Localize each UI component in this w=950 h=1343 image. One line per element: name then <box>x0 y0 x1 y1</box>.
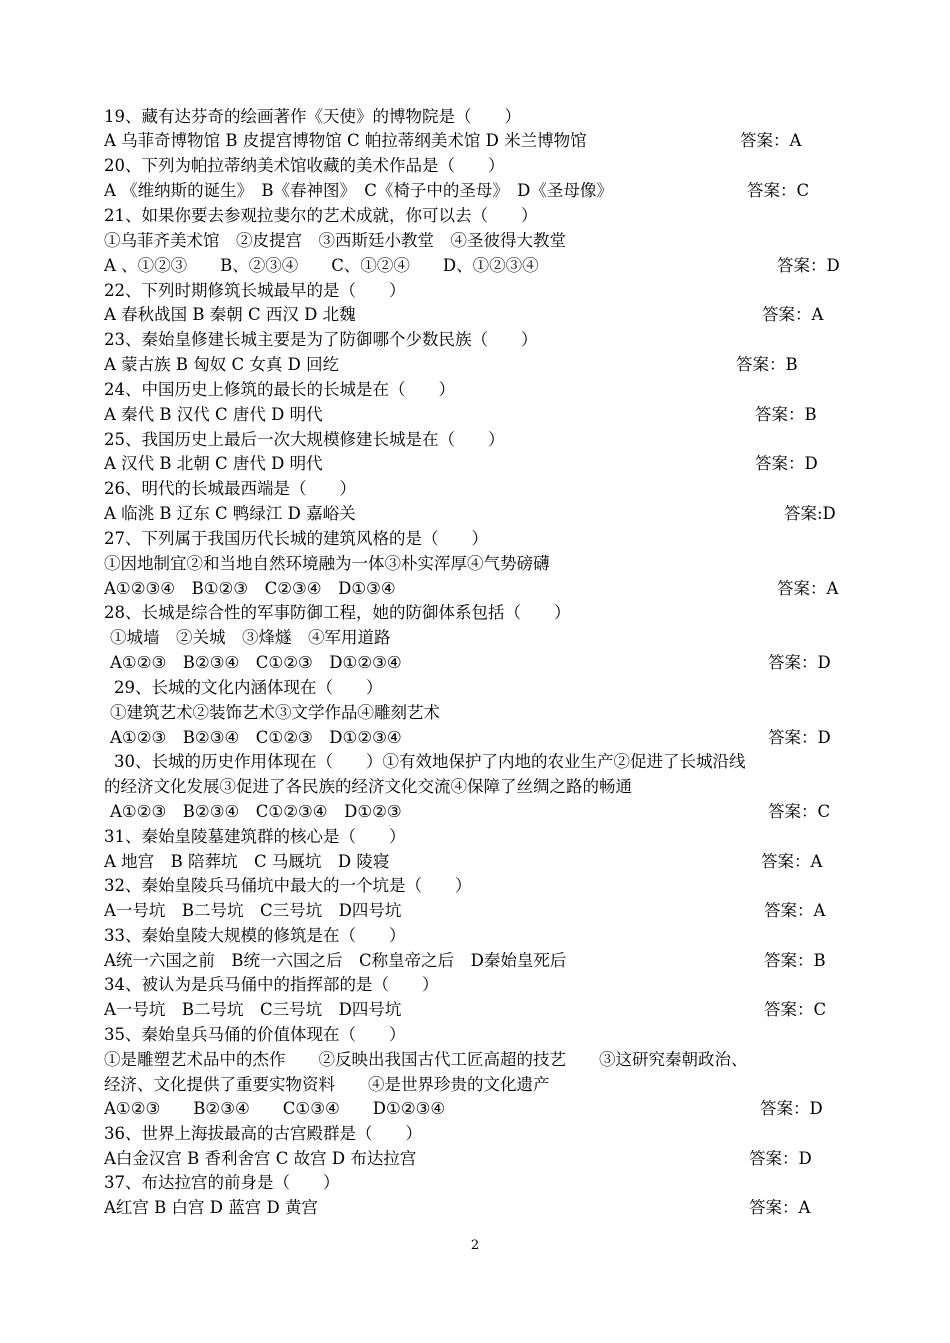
text-line <box>104 774 850 799</box>
text-line <box>104 104 850 129</box>
line-text: A 地宫 B 陪葬坑 C 马厩坑 D 陵寝 <box>104 852 390 871</box>
text-line <box>104 625 850 650</box>
line-text: 34、被认为是兵马俑中的指挥部的是（ ） <box>104 975 439 994</box>
text-line <box>104 451 850 476</box>
answer-label: 答案：B <box>764 951 826 970</box>
line-text: ①乌菲齐美术馆 ②皮提宫 ③西斯廷小教堂 ④圣彼得大教堂 <box>104 231 566 250</box>
text-line <box>104 576 850 601</box>
line-text: ①建筑艺术②装饰艺术③文学作品④雕刻艺术 <box>110 703 440 722</box>
text-line <box>104 526 850 551</box>
line-text: ①是雕塑艺术品中的杰作 ②反映出我国古代工匠高超的技艺 ③这研究秦朝政治、 <box>104 1050 748 1069</box>
text-line <box>104 849 850 874</box>
page-number: 2 <box>470 1238 480 1253</box>
answer-label: 答案：A <box>762 305 824 324</box>
line-text: A一号坑 B二号坑 C三号坑 D四号坑 <box>104 1000 402 1019</box>
line-text: ①城墙 ②关城 ③烽燧 ④军用道路 <box>110 628 391 647</box>
text-line <box>104 327 850 352</box>
answer-label: 答案：C <box>747 181 810 200</box>
line-text: 21、如果你要去参观拉斐尔的艺术成就，你可以去（ ） <box>104 206 538 225</box>
text-line <box>104 749 850 774</box>
text-line <box>104 675 850 700</box>
line-text: A①②③ B②③④ C①②③④ D①②③ <box>110 802 402 821</box>
line-text: A 春秋战国 B 秦朝 C 西汉 D 北魏 <box>104 305 356 324</box>
line-text: 的经济文化发展③促进了各民族的经济文化交流④保障了丝绸之路的畅通 <box>104 777 632 796</box>
answer-label: 答案：D <box>760 1099 823 1118</box>
answer-label: 答案：C <box>764 1000 827 1019</box>
text-line <box>104 700 850 725</box>
line-text: 37、布达拉宫的前身是（ ） <box>104 1173 340 1192</box>
text-line <box>104 824 850 849</box>
text-line <box>104 302 850 327</box>
line-text: A 蒙古族 B 匈奴 C 女真 D 回纥 <box>104 355 340 374</box>
answer-label: 答案：B <box>736 355 798 374</box>
line-text: A①②③ B②③④ C①②③ D①②③④ <box>110 728 402 747</box>
text-line <box>104 128 850 153</box>
answer-label: 答案:D <box>784 504 836 523</box>
answer-label: 答案：A <box>777 579 839 598</box>
text-line <box>104 997 850 1022</box>
answer-label: 答案：D <box>749 1149 812 1168</box>
answer-label: 答案：A <box>761 852 823 871</box>
text-line <box>104 501 850 526</box>
text-line <box>104 1022 850 1047</box>
text-line <box>104 1121 850 1146</box>
line-text: A白金汉宫 B 香利舍宫 C 故宫 D 布达拉宫 <box>104 1149 417 1168</box>
answer-label: 答案：A <box>740 131 802 150</box>
answer-label: 答案：B <box>755 405 817 424</box>
line-text: 28、长城是综合性的军事防御工程，她的防御体系包括（ ） <box>104 603 571 622</box>
line-text: 31、秦始皇陵墓建筑群的核心是（ ） <box>104 827 406 846</box>
text-line <box>104 650 850 675</box>
text-line <box>104 203 850 228</box>
line-text: 27、下列属于我国历代长城的建筑风格的是（ ） <box>104 529 488 548</box>
text-line <box>104 1195 850 1220</box>
line-text: A 乌菲奇博物馆 B 皮提宫博物馆 C 帕拉蒂纲美术馆 D 米兰博物馆 <box>104 131 587 150</box>
line-text: 30、长城的历史作用体现在（ ）①有效地保护了内地的农业生产②促进了长城沿线 <box>114 752 746 771</box>
line-text: 35、秦始皇兵马俑的价值体现在（ ） <box>104 1025 406 1044</box>
text-line <box>104 972 850 997</box>
line-text: 经济、文化提供了重要实物资料 ④是世界珍贵的文化遗产 <box>104 1075 550 1094</box>
line-text: 20、下列为帕拉蒂纳美术馆收藏的美术作品是（ ） <box>104 156 505 175</box>
text-line <box>104 228 850 253</box>
text-line <box>104 873 850 898</box>
line-text: 19、藏有达芬奇的绘画著作《天使》的博物院是（ ） <box>104 107 521 126</box>
text-line <box>104 799 850 824</box>
text-line <box>104 278 850 303</box>
text-line <box>104 476 850 501</box>
line-text: 25、我国历史上最后一次大规模修建长城是在（ ） <box>104 430 505 449</box>
text-line <box>104 923 850 948</box>
line-text: 26、明代的长城最西端是（ ） <box>104 479 356 498</box>
answer-label: 答案：A <box>764 901 826 920</box>
text-line <box>104 402 850 427</box>
text-line <box>104 153 850 178</box>
text-line <box>104 1146 850 1171</box>
line-text: A 秦代 B 汉代 C 唐代 D 明代 <box>104 405 323 424</box>
text-line <box>104 600 850 625</box>
text-line <box>104 178 850 203</box>
text-line <box>104 898 850 923</box>
line-text: A 、①②③ B、②③④ C、①②④ D、①②③④ <box>104 256 539 275</box>
line-text: A 临洮 B 辽东 C 鸭绿江 D 嘉峪关 <box>104 504 356 523</box>
answer-label: 答案：D <box>768 728 831 747</box>
text-line <box>104 1096 850 1121</box>
answer-label: 答案：D <box>768 653 831 672</box>
line-text: 23、秦始皇修建长城主要是为了防御哪个少数民族（ ） <box>104 330 538 349</box>
line-text: 22、下列时期修筑长城最早的是（ ） <box>104 281 406 300</box>
answer-label: 答案：C <box>768 802 831 821</box>
answer-label: 答案：A <box>749 1198 811 1217</box>
text-line <box>104 948 850 973</box>
text-line <box>104 1047 850 1072</box>
text-line <box>104 427 850 452</box>
text-line <box>104 352 850 377</box>
line-text: A①②③ B②③④ C①②③ D①②③④ <box>110 653 402 672</box>
line-text: A红宫 B 白宫 D 蓝宫 D 黄宫 <box>104 1198 318 1217</box>
answer-label: 答案：D <box>755 454 818 473</box>
line-text: ①因地制宜②和当地自然环境融为一体③朴实浑厚④气势磅礴 <box>104 554 550 573</box>
line-text: A①②③④ B①②③ C②③④ D①③④ <box>104 579 396 598</box>
text-line <box>104 551 850 576</box>
line-text: A一号坑 B二号坑 C三号坑 D四号坑 <box>104 901 402 920</box>
line-text: 33、秦始皇陵大规模的修筑是在（ ） <box>104 926 406 945</box>
line-text: 24、中国历史上修筑的最长的长城是在（ ） <box>104 380 455 399</box>
line-text: A①②③ B②③④ C①③④ D①②③④ <box>104 1099 446 1118</box>
line-text: A统一六国之前 B统一六国之后 C称皇帝之后 D秦始皇死后 <box>104 951 567 970</box>
answer-label: 答案：D <box>777 256 840 275</box>
line-text: A 《维纳斯的诞生》 B《春神图》 C《椅子中的圣母》 D《圣母像》 <box>104 181 613 200</box>
line-text: 36、世界上海拔最高的古宫殿群是（ ） <box>104 1124 422 1143</box>
line-text: A 汉代 B 北朝 C 唐代 D 明代 <box>104 454 323 473</box>
line-text: 32、秦始皇陵兵马俑坑中最大的一个坑是（ ） <box>104 876 472 895</box>
text-line <box>104 725 850 750</box>
text-line <box>104 1072 850 1097</box>
text-line <box>104 253 850 278</box>
line-text: 29、长城的文化内涵体现在（ ） <box>114 678 383 697</box>
text-line <box>104 377 850 402</box>
text-line <box>104 1170 850 1195</box>
